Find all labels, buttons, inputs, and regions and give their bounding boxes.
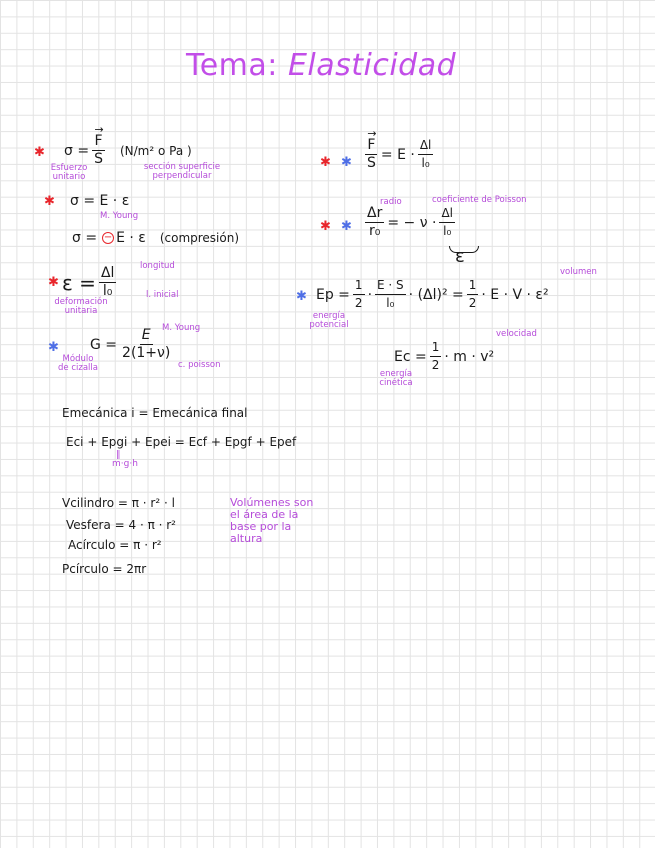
- denominator: 2: [354, 296, 363, 310]
- star-icon: ✱: [44, 194, 55, 209]
- note-longitud: longitud: [140, 261, 175, 271]
- star-icon: ✱: [341, 155, 352, 170]
- kinetic-lhs: Ec =: [394, 348, 427, 365]
- fraction: [439, 206, 455, 239]
- numerator: 1: [467, 278, 479, 295]
- fraction: [353, 278, 365, 311]
- poisson-equation: [362, 206, 458, 239]
- numerator: Δr: [367, 205, 383, 221]
- shear-lhs: G =: [90, 336, 118, 353]
- vector-f: → F: [94, 134, 102, 149]
- fraction: [467, 278, 479, 311]
- volume-sphere: Vesfera = 4 · π · r²: [66, 518, 176, 532]
- numerator: E · S: [375, 278, 406, 295]
- note-young: M. Young: [100, 211, 139, 221]
- fraction: [92, 134, 105, 167]
- note-velocidad: velocidad: [496, 329, 537, 339]
- denominator: 2: [431, 358, 440, 372]
- stress-compression: [72, 230, 239, 246]
- compression-rhs: E · ε: [116, 230, 146, 246]
- strain-lhs: ε =: [62, 270, 96, 295]
- note-mgh-equals: ‖: [116, 450, 121, 460]
- stress-lhs: σ =: [64, 142, 90, 159]
- minus-sign: −: [103, 232, 113, 243]
- fraction: [365, 138, 378, 171]
- denominator: S: [367, 155, 376, 171]
- note-m-young: M. Young: [162, 323, 201, 333]
- energy-tail: · E · V · ε²: [481, 286, 549, 303]
- title-topic: Elasticidad: [287, 48, 457, 83]
- numerator: E: [141, 327, 151, 343]
- energy-mid: · (Δl)² =: [408, 286, 464, 303]
- note-inicial: l. inicial: [146, 290, 179, 300]
- note-deformacion: deformación unitaria: [54, 297, 108, 316]
- force-area-mid: = E ·: [380, 146, 415, 163]
- denominator: l₀: [421, 156, 430, 170]
- mech-energy-line2: Eci + Epgi + Epei = Ecf + Epgf + Epef: [66, 435, 297, 449]
- note-radio: radio: [380, 197, 402, 207]
- note-c-poisson: c. poisson: [178, 360, 221, 370]
- note-cinetica: energía cinética: [379, 369, 413, 388]
- strain-equation: [62, 266, 119, 299]
- star-icon: ✱: [320, 155, 331, 170]
- denominator: l₀: [443, 224, 452, 238]
- note-volumenes: Volúmenes son el área de la base por la altura: [230, 496, 314, 545]
- note-potencial: energía potencial: [309, 311, 349, 330]
- area-circle: Acírculo = π · r²: [68, 538, 162, 552]
- page-title: [186, 48, 456, 83]
- fraction: [365, 206, 384, 239]
- fraction: [418, 138, 434, 171]
- note-esfuerzo: Esfuerzo unitario: [50, 163, 88, 182]
- numerator: Δl: [439, 206, 455, 223]
- numerator: Δl: [418, 138, 434, 155]
- denominator: 2(1+ν): [122, 345, 171, 361]
- star-icon: ✱: [320, 219, 331, 234]
- numerator: 1: [430, 340, 442, 357]
- star-icon: ✱: [296, 289, 307, 304]
- star-icon: ✱: [48, 340, 59, 355]
- numerator: Δl: [100, 265, 115, 281]
- denominator: S: [94, 151, 103, 167]
- stress-units: (N/m² o Pa ): [119, 143, 192, 158]
- denominator: r₀: [368, 223, 381, 239]
- denominator: l₀: [386, 296, 395, 310]
- star-icon: ✱: [341, 219, 352, 234]
- fraction: [375, 278, 406, 311]
- stress-young: σ = E · ε: [70, 193, 130, 209]
- fraction: [430, 340, 442, 373]
- vector-f: → F: [367, 138, 375, 153]
- elastic-energy-equation: Ep = $\frac{1}{2}$ · $\frac{E \cdot S}{\text{l₀}}$ · (Δl)² = $\frac{1}{2}$ · E · V · ε²: [316, 278, 549, 310]
- denominator: l₀: [102, 283, 113, 299]
- poisson-mid: = − ν ·: [387, 214, 437, 231]
- fraction: [99, 266, 116, 299]
- energy-lhs: Ep =: [316, 286, 350, 303]
- note-volumen: volumen: [560, 267, 597, 277]
- star-icon: ✱: [34, 145, 45, 160]
- epsilon-below: ε: [455, 246, 465, 267]
- title-prefix: Tema:: [186, 48, 278, 83]
- note-cizalla: Módulo de cizalla: [58, 354, 98, 373]
- kinetic-tail: · m · v²: [444, 348, 495, 365]
- force-area-equation: [362, 138, 436, 171]
- note-coeficiente: coeficiente de Poisson: [432, 195, 527, 205]
- star-icon: ✱: [48, 275, 59, 290]
- note-seccion: sección superficie perpendicular: [143, 162, 221, 181]
- mech-energy-line1: Emecánica i = Emecánica final: [62, 406, 248, 420]
- denominator: 2: [468, 296, 477, 310]
- numerator: 1: [353, 278, 365, 295]
- compression-lhs: σ =: [72, 230, 98, 246]
- perimeter-circle: Pcírculo = 2πr: [62, 562, 147, 576]
- compression-label: (compresión): [159, 231, 240, 245]
- note-mgh: m·g·h: [112, 459, 138, 469]
- volume-cylinder: Vcilindro = π · r² · l: [62, 496, 175, 510]
